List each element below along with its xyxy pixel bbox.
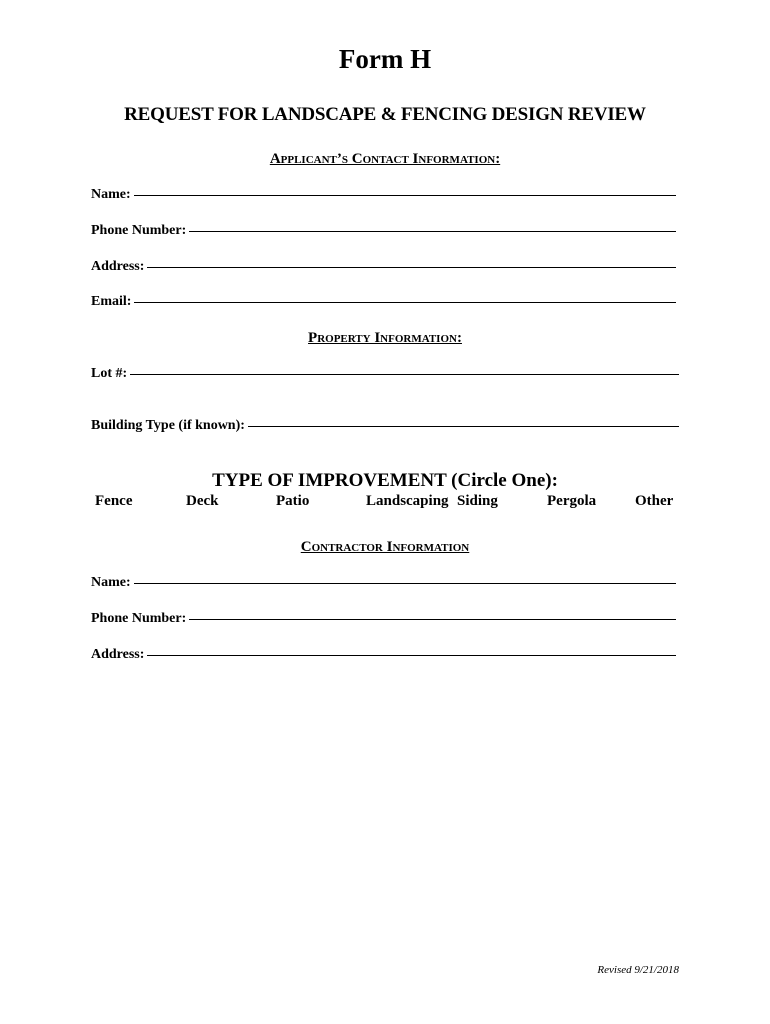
applicant-address-field[interactable]: [91, 259, 676, 275]
contractor-section-heading: Contractor Information: [300, 539, 470, 555]
applicant-address-label: Address:: [91, 259, 145, 274]
applicant-email-line[interactable]: [134, 302, 676, 303]
building-type-line[interactable]: [248, 426, 679, 427]
revision-date: Revised 9/21/2018: [597, 964, 679, 976]
building-type-field[interactable]: [91, 418, 679, 434]
applicant-name-field[interactable]: [91, 187, 676, 203]
contractor-address-label: Address:: [91, 647, 145, 662]
option-pergola[interactable]: Pergola: [547, 493, 597, 509]
lot-field[interactable]: [91, 366, 679, 382]
option-siding[interactable]: Siding: [457, 493, 498, 509]
applicant-phone-label: Phone Number:: [91, 223, 187, 238]
applicant-name-label: Name:: [91, 187, 131, 202]
applicant-name-line[interactable]: [134, 195, 676, 196]
applicant-phone-field[interactable]: [91, 223, 676, 239]
contractor-name-line[interactable]: [134, 583, 676, 584]
option-deck[interactable]: Deck: [186, 493, 219, 509]
option-fence[interactable]: Fence: [95, 493, 133, 509]
form-subtitle: REQUEST FOR LANDSCAPE & FENCING DESIGN REVIEW: [124, 104, 646, 125]
form-title: Form H: [338, 44, 432, 74]
improvement-heading: TYPE OF IMPROVEMENT (Circle One):: [212, 470, 558, 491]
contractor-address-line[interactable]: [147, 655, 676, 656]
contractor-phone-field[interactable]: [91, 611, 676, 627]
applicant-phone-line[interactable]: [189, 231, 676, 232]
contractor-address-field[interactable]: [91, 647, 676, 663]
building-type-label: Building Type (if known):: [91, 418, 245, 433]
applicant-email-field[interactable]: [91, 294, 676, 310]
option-patio[interactable]: Patio: [276, 493, 310, 509]
contractor-phone-line[interactable]: [189, 619, 676, 620]
property-section-heading: Property Information:: [308, 330, 462, 346]
applicant-email-label: Email:: [91, 294, 132, 309]
option-other[interactable]: Other: [635, 493, 674, 509]
lot-line[interactable]: [130, 374, 679, 375]
applicant-address-line[interactable]: [147, 267, 676, 268]
contractor-name-field[interactable]: [91, 575, 676, 591]
contractor-phone-label: Phone Number:: [91, 611, 187, 626]
lot-label: Lot #:: [91, 366, 128, 381]
applicant-section-heading: Applicant’s Contact Information:: [269, 151, 501, 167]
option-landscaping[interactable]: Landscaping: [366, 493, 449, 509]
contractor-name-label: Name:: [91, 575, 131, 590]
